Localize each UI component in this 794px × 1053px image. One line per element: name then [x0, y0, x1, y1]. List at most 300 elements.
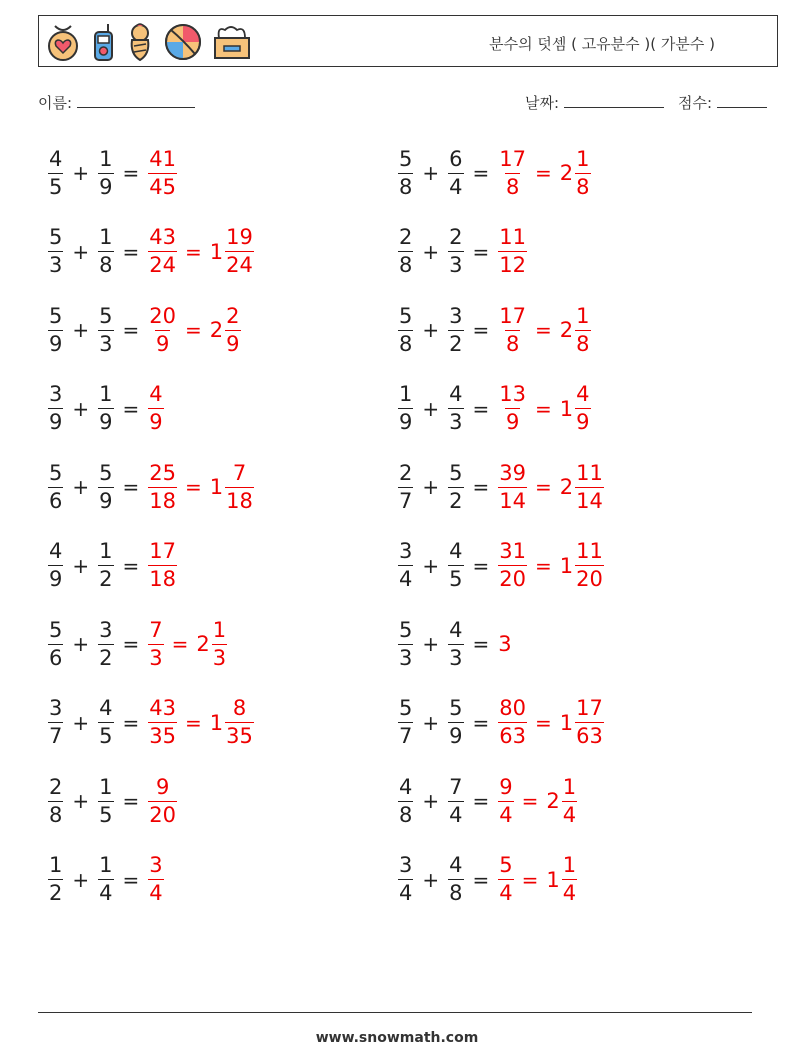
- numerator: 5: [399, 617, 413, 642]
- addend-fraction: [448, 698, 463, 747]
- equals-sign: =: [185, 239, 202, 264]
- denominator: 4: [399, 567, 413, 591]
- denominator: 8: [49, 802, 63, 827]
- plus-sign: +: [72, 553, 90, 578]
- plus-sign: +: [72, 789, 90, 813]
- answer-fraction: [498, 146, 527, 199]
- denominator: 3: [449, 645, 463, 670]
- answer-fraction: [225, 227, 254, 276]
- denominator: 4: [449, 174, 463, 199]
- equals-sign: =: [535, 318, 552, 342]
- numerator: 3: [49, 382, 63, 406]
- answer-fraction: [575, 698, 604, 747]
- numerator: 1: [49, 853, 63, 877]
- denominator: 8: [399, 174, 413, 199]
- numerator: 1: [99, 853, 113, 877]
- answer: [146, 617, 229, 670]
- denominator: 35: [226, 724, 253, 748]
- plus-sign: +: [72, 318, 90, 342]
- denominator: 35: [149, 724, 177, 748]
- numerator: 1: [576, 303, 590, 328]
- numerator: 80: [499, 696, 527, 720]
- plus-sign: +: [72, 632, 90, 656]
- numerator: 2: [226, 303, 240, 328]
- denominator: 20: [576, 567, 603, 591]
- plus-sign: +: [422, 239, 440, 264]
- equals-sign: =: [535, 475, 552, 499]
- numerator: 4: [399, 774, 413, 799]
- denominator: 9: [49, 567, 63, 591]
- problem-item: [396, 374, 593, 444]
- numerator: 1: [562, 774, 577, 799]
- equals-sign: =: [122, 632, 140, 656]
- beach-ball-icon: [163, 22, 203, 62]
- numerator: 1: [562, 853, 577, 877]
- equals-sign: =: [535, 396, 552, 421]
- answer-fraction: [148, 384, 163, 433]
- numerator: 5: [399, 696, 413, 720]
- addend-fraction: [48, 698, 63, 747]
- problem-item: [46, 531, 179, 601]
- denominator: 3: [449, 410, 463, 434]
- addend-fraction: [98, 774, 113, 827]
- denominator: 7: [49, 724, 63, 748]
- problem-item: [46, 766, 179, 836]
- denominator: 4: [499, 881, 513, 905]
- worksheet-title: 분수의 덧셈 ( 고유분수 )( 가분수 ): [489, 35, 715, 53]
- tissue-box-icon: [211, 22, 253, 62]
- equals-sign: =: [122, 318, 140, 342]
- equals-sign: =: [185, 318, 202, 342]
- numerator: 11: [576, 460, 603, 485]
- denominator: 3: [449, 253, 463, 277]
- numerator: 5: [449, 460, 463, 485]
- numerator: 2: [49, 774, 63, 799]
- equals-sign: =: [472, 710, 490, 735]
- answer: [146, 855, 165, 904]
- header-icons: [45, 20, 253, 64]
- answer-whole: 1: [559, 553, 574, 578]
- denominator: 14: [499, 488, 527, 513]
- equals-sign: =: [122, 553, 140, 578]
- equals-sign: =: [472, 789, 490, 813]
- answer: [496, 698, 606, 747]
- answer-fraction: [225, 303, 240, 356]
- denominator: 2: [99, 645, 113, 670]
- plus-sign: +: [422, 632, 440, 656]
- denominator: 18: [149, 488, 177, 513]
- plus-sign: +: [72, 239, 90, 264]
- numerator: 3: [49, 696, 63, 720]
- plus-sign: +: [422, 867, 440, 892]
- denominator: 5: [99, 802, 113, 827]
- addend-fraction: [448, 384, 463, 433]
- numerator: 7: [232, 460, 247, 485]
- plus-sign: +: [72, 710, 90, 735]
- denominator: 3: [99, 331, 113, 356]
- answer-whole: 1: [559, 396, 574, 421]
- denominator: 8: [505, 331, 520, 356]
- addend-fraction: [448, 146, 463, 199]
- equals-sign: =: [122, 396, 140, 421]
- numerator: 1: [99, 382, 113, 406]
- denominator: 4: [399, 881, 413, 905]
- addend-fraction: [48, 303, 63, 356]
- numerator: 9: [155, 774, 170, 799]
- addend-fraction: [398, 384, 413, 433]
- numerator: 3: [399, 853, 413, 877]
- denominator: 4: [149, 881, 163, 905]
- numerator: 1: [576, 146, 590, 171]
- answer-fraction: [498, 541, 527, 590]
- answer-fraction: [148, 541, 177, 590]
- equals-sign: =: [185, 710, 202, 735]
- numerator: 11: [576, 539, 603, 563]
- answer-whole: 1: [546, 867, 560, 892]
- equals-sign: =: [472, 396, 490, 421]
- addend-fraction: [448, 541, 463, 590]
- answer: [496, 541, 606, 590]
- plus-sign: +: [422, 396, 440, 421]
- denominator: 9: [99, 410, 113, 434]
- answer-fraction: [575, 460, 604, 513]
- answer: [146, 384, 165, 433]
- problem-item: [396, 452, 606, 522]
- problem-item: [396, 688, 606, 758]
- score-field[interactable]: [678, 92, 767, 113]
- equals-sign: =: [472, 553, 490, 578]
- denominator: 9: [226, 331, 240, 356]
- addend-fraction: [48, 541, 63, 590]
- answer-whole: 1: [209, 475, 224, 499]
- addend-fraction: [448, 460, 463, 513]
- problem-item: [46, 452, 256, 522]
- denominator: 24: [226, 253, 253, 277]
- numerator: 4: [49, 539, 63, 563]
- addend-fraction: [398, 617, 413, 670]
- problem-item: [46, 609, 229, 679]
- denominator: 2: [49, 881, 63, 905]
- denominator: 8: [576, 331, 590, 356]
- name-blank[interactable]: [77, 93, 195, 108]
- addend-fraction: [98, 855, 113, 904]
- answer-whole: 2: [559, 161, 574, 185]
- problem-item: [396, 845, 579, 915]
- denominator: 6: [49, 488, 63, 513]
- date-blank[interactable]: [564, 93, 664, 108]
- answer: [496, 303, 592, 356]
- answer-fraction: [148, 698, 177, 747]
- answer-fraction: [575, 384, 590, 433]
- answer-fraction: [498, 774, 513, 827]
- denominator: 9: [399, 410, 413, 434]
- answer-fraction: [148, 774, 177, 827]
- equals-sign: =: [472, 161, 490, 185]
- answer-fraction: [575, 303, 590, 356]
- problem-item: [396, 609, 512, 679]
- equals-sign: =: [171, 632, 189, 656]
- denominator: 9: [576, 410, 590, 434]
- numerator: 3: [149, 853, 163, 877]
- answer: [496, 146, 592, 199]
- numerator: 2: [399, 460, 413, 485]
- denominator: 5: [49, 174, 63, 199]
- denominator: 5: [449, 567, 463, 591]
- answer: [146, 774, 179, 827]
- equals-sign: =: [472, 318, 490, 342]
- numerator: 5: [49, 303, 63, 328]
- denominator: 9: [149, 410, 163, 434]
- numerator: 5: [449, 696, 463, 720]
- problem-item: [396, 295, 593, 365]
- answer: [146, 303, 242, 356]
- numerator: 9: [499, 774, 513, 799]
- addend-fraction: [48, 146, 63, 199]
- numerator: 4: [449, 617, 463, 642]
- answer-whole: 2: [559, 475, 574, 499]
- addend-fraction: [448, 855, 463, 904]
- plus-sign: +: [72, 396, 90, 421]
- denominator: 3: [49, 253, 63, 277]
- date-field[interactable]: [525, 92, 664, 113]
- denominator: 8: [399, 331, 413, 356]
- problem-item: [46, 295, 243, 365]
- addend-fraction: [98, 698, 113, 747]
- answer: [146, 146, 179, 199]
- numerator: 13: [499, 382, 527, 406]
- answer-whole: 2: [559, 318, 574, 342]
- equals-sign: =: [535, 161, 552, 185]
- answer-fraction: [498, 855, 513, 904]
- numerator: 43: [149, 696, 177, 720]
- numerator: 4: [49, 146, 63, 171]
- answer: [496, 460, 606, 513]
- denominator: 9: [99, 174, 113, 199]
- numerator: 6: [449, 146, 463, 171]
- numerator: 5: [49, 225, 63, 249]
- denominator: 8: [399, 802, 413, 827]
- numerator: 2: [399, 225, 413, 249]
- numerator: 7: [449, 774, 463, 799]
- equals-sign: =: [521, 789, 539, 813]
- answer: [496, 384, 592, 433]
- denominator: 9: [99, 488, 113, 513]
- numerator: 5: [49, 617, 63, 642]
- denominator: 9: [49, 331, 63, 356]
- denominator: 8: [449, 881, 463, 905]
- plus-sign: +: [422, 475, 440, 499]
- answer-fraction: [225, 460, 254, 513]
- addend-fraction: [398, 303, 413, 356]
- addend-fraction: [48, 384, 63, 433]
- denominator: 20: [499, 567, 527, 591]
- denominator: 63: [576, 724, 603, 748]
- swaddled-baby-icon: [125, 22, 155, 62]
- denominator: 2: [99, 567, 113, 591]
- equals-sign: =: [122, 789, 140, 813]
- answer-fraction: [498, 384, 527, 433]
- answer-fraction: [575, 541, 604, 590]
- equals-sign: =: [185, 475, 202, 499]
- addend-fraction: [448, 303, 463, 356]
- numerator: 1: [212, 617, 227, 642]
- numerator: 4: [99, 696, 113, 720]
- problem-item: [46, 138, 179, 208]
- denominator: 9: [49, 410, 63, 434]
- numerator: 5: [399, 303, 413, 328]
- answer-fraction: [148, 146, 177, 199]
- denominator: 3: [212, 645, 227, 670]
- plus-sign: +: [72, 161, 90, 185]
- numerator: 4: [149, 382, 163, 406]
- answer-whole: 1: [559, 710, 574, 735]
- denominator: 18: [149, 567, 177, 591]
- addend-fraction: [48, 227, 63, 276]
- answer: [496, 774, 579, 827]
- denominator: 18: [226, 488, 253, 513]
- answer-fraction: [148, 227, 177, 276]
- denominator: 9: [505, 410, 520, 434]
- answer-whole: 3: [498, 632, 512, 656]
- answer-fraction: [148, 303, 177, 356]
- problem-item: [396, 217, 529, 287]
- plus-sign: +: [72, 867, 90, 892]
- addend-fraction: [448, 774, 463, 827]
- numerator: 4: [449, 382, 463, 406]
- denominator: 45: [149, 174, 177, 199]
- equals-sign: =: [122, 161, 140, 185]
- addend-fraction: [98, 541, 113, 590]
- numerator: 17: [499, 146, 527, 171]
- addend-fraction: [48, 774, 63, 827]
- answer-whole: 1: [209, 710, 224, 735]
- date-label: 날짜:: [525, 94, 560, 112]
- answer: [496, 855, 579, 904]
- problem-item: [46, 374, 166, 444]
- addend-fraction: [98, 227, 113, 276]
- numerator: 4: [449, 539, 463, 563]
- numerator: 5: [399, 146, 413, 171]
- answer-fraction: [148, 855, 163, 904]
- denominator: 3: [149, 645, 163, 670]
- numerator: 17: [149, 539, 177, 563]
- addend-fraction: [98, 303, 113, 356]
- denominator: 8: [99, 253, 113, 277]
- answer: [146, 541, 179, 590]
- denominator: 8: [505, 174, 520, 199]
- denominator: 6: [49, 645, 63, 670]
- numerator: 5: [499, 853, 513, 877]
- denominator: 63: [499, 724, 527, 748]
- addend-fraction: [98, 617, 113, 670]
- addend-fraction: [48, 617, 63, 670]
- answer: [146, 227, 256, 276]
- addend-fraction: [398, 460, 413, 513]
- score-blank[interactable]: [717, 93, 767, 108]
- denominator: 4: [562, 802, 577, 827]
- addend-fraction: [48, 855, 63, 904]
- problem-item: [46, 845, 166, 915]
- name-label: 이름:: [38, 94, 73, 112]
- numerator: 31: [499, 539, 527, 563]
- plus-sign: +: [422, 161, 440, 185]
- plus-sign: +: [72, 475, 90, 499]
- addend-fraction: [98, 146, 113, 199]
- numerator: 3: [99, 617, 113, 642]
- equals-sign: =: [472, 867, 490, 892]
- answer-fraction: [562, 855, 577, 904]
- numerator: 4: [449, 853, 463, 877]
- addend-fraction: [398, 146, 413, 199]
- numerator: 2: [449, 225, 463, 249]
- addend-fraction: [98, 460, 113, 513]
- denominator: 2: [449, 488, 463, 513]
- problem-item: [396, 531, 606, 601]
- denominator: 4: [499, 802, 513, 827]
- answer: [146, 698, 256, 747]
- footer-divider: [38, 1012, 752, 1013]
- addend-fraction: [398, 774, 413, 827]
- denominator: 14: [576, 488, 603, 513]
- denominator: 7: [399, 724, 413, 748]
- baby-monitor-icon: [89, 22, 117, 62]
- equals-sign: =: [122, 710, 140, 735]
- denominator: 8: [576, 174, 590, 199]
- numerator: 1: [99, 539, 113, 563]
- answer-fraction: [212, 617, 227, 670]
- addend-fraction: [98, 384, 113, 433]
- numerator: 8: [232, 696, 247, 720]
- answer-whole: 2: [209, 318, 224, 342]
- answer-fraction: [148, 460, 177, 513]
- denominator: 20: [149, 802, 177, 827]
- denominator: 4: [99, 881, 113, 905]
- equals-sign: =: [122, 475, 140, 499]
- denominator: 8: [399, 253, 413, 277]
- denominator: 3: [399, 645, 413, 670]
- denominator: 24: [149, 253, 177, 277]
- answer-whole: 1: [209, 239, 224, 264]
- denominator: 9: [155, 331, 170, 356]
- numerator: 11: [499, 225, 527, 249]
- answer: [146, 460, 256, 513]
- addend-fraction: [398, 227, 413, 276]
- numerator: 1: [99, 225, 113, 249]
- worksheet-header: [38, 15, 778, 67]
- numerator: 5: [99, 303, 113, 328]
- numerator: 7: [149, 617, 163, 642]
- denominator: 4: [562, 881, 577, 905]
- numerator: 19: [226, 225, 253, 249]
- answer-fraction: [498, 698, 527, 747]
- answer-whole: 2: [546, 789, 560, 813]
- numerator: 25: [149, 460, 177, 485]
- denominator: 7: [399, 488, 413, 513]
- name-field[interactable]: [38, 92, 195, 113]
- answer: [496, 632, 511, 656]
- equals-sign: =: [472, 632, 490, 656]
- addend-fraction: [398, 698, 413, 747]
- equals-sign: =: [535, 553, 552, 578]
- numerator: 17: [499, 303, 527, 328]
- problem-item: [46, 217, 256, 287]
- plus-sign: +: [422, 553, 440, 578]
- equals-sign: =: [472, 239, 490, 264]
- equals-sign: =: [122, 867, 140, 892]
- numerator: 5: [49, 460, 63, 485]
- numerator: 3: [449, 303, 463, 328]
- addend-fraction: [48, 460, 63, 513]
